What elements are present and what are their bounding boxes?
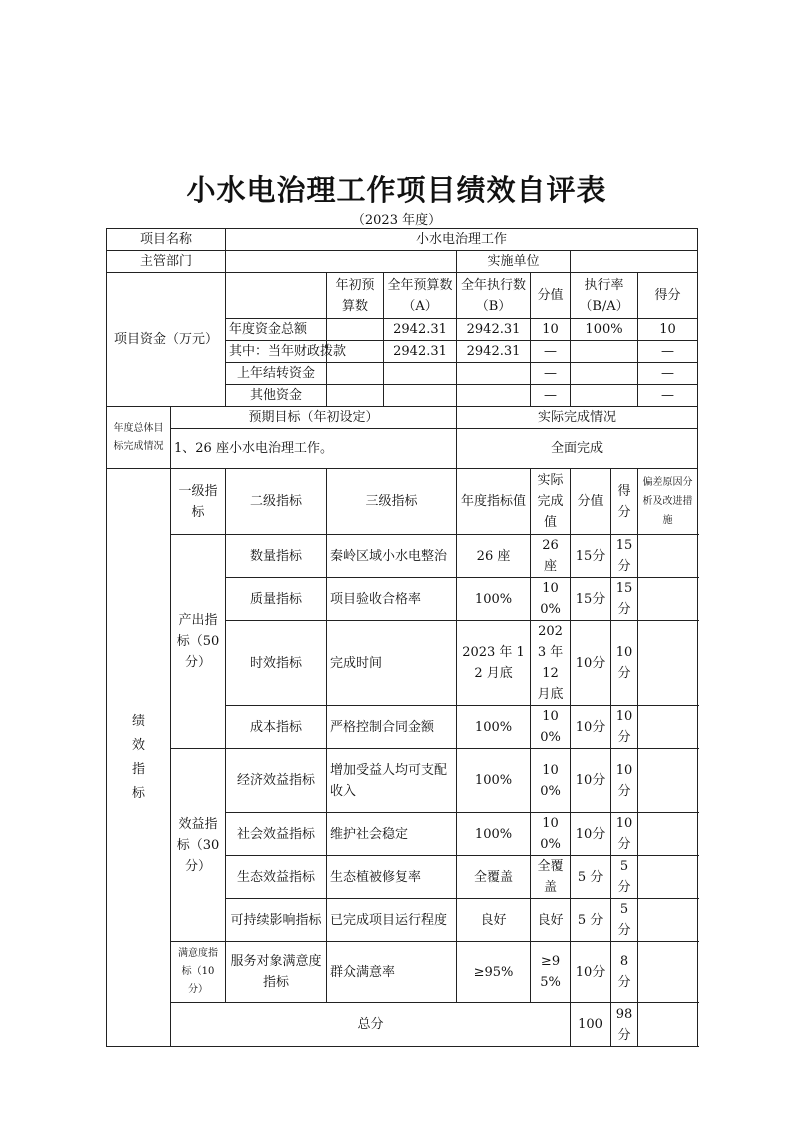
indicator-l3: 已完成项目运行程度 <box>327 899 457 942</box>
indicator-target: 2023 年 12 月底 <box>457 621 531 706</box>
indicator-reason <box>638 621 698 706</box>
indicator-value: 10分 <box>571 813 611 856</box>
indicator-reason <box>638 706 698 749</box>
indicator-l3: 严格控制合同金额 <box>327 706 457 749</box>
indicator-value: 5 分 <box>571 899 611 942</box>
indicator-score: 10分 <box>611 706 638 749</box>
funds-row-initial <box>327 319 384 341</box>
indicator-target: 100% <box>457 749 531 813</box>
indicator-reason <box>638 749 698 813</box>
indicator-score: 15分 <box>611 578 638 621</box>
total-score: 98分 <box>611 1003 638 1047</box>
indicator-target: 良好 <box>457 899 531 942</box>
funds-header-value: 分值 <box>531 273 571 319</box>
funds-row-label: 其中：当年财政拨款 <box>226 341 327 363</box>
indicator-value: 15分 <box>571 535 611 578</box>
funds-header-rate: 执行率（B/A） <box>571 273 638 319</box>
indicator-l2: 数量指标 <box>226 535 327 578</box>
funds-row-budget: 2942.31 <box>384 319 457 341</box>
indicator-target: 100% <box>457 706 531 749</box>
indicator-score: 10分 <box>611 813 638 856</box>
indicator-l3: 完成时间 <box>327 621 457 706</box>
indicator-l2: 质量指标 <box>226 578 327 621</box>
indicator-l3: 群众满意率 <box>327 942 457 1003</box>
indicator-header-value: 分值 <box>571 469 611 535</box>
indicator-reason <box>638 813 698 856</box>
goals-label: 年度总体目标完成情况 <box>107 407 171 469</box>
indicator-header-reason: 偏差原因分析及改进措施 <box>638 469 698 535</box>
goals-expected-header: 预期目标（年初设定） <box>171 407 457 429</box>
unit-label: 实施单位 <box>457 251 571 273</box>
indicator-l3: 维护社会稳定 <box>327 813 457 856</box>
indicator-header-actual: 实际完成值 <box>531 469 571 535</box>
funds-row-label: 上年结转资金 <box>226 363 327 385</box>
funds-header-executed: 全年执行数（B） <box>457 273 531 319</box>
indicator-l2: 服务对象满意度指标 <box>226 942 327 1003</box>
funds-row-budget <box>384 385 457 407</box>
indicator-l3: 增加受益人均可支配收入 <box>327 749 457 813</box>
funds-row-score: — <box>638 385 698 407</box>
indicator-target: ≥95% <box>457 942 531 1003</box>
funds-row-score: 10 <box>638 319 698 341</box>
funds-header-initial: 年初预算数 <box>327 273 384 319</box>
funds-row-budget: 2942.31 <box>384 341 457 363</box>
indicator-l2: 成本指标 <box>226 706 327 749</box>
funds-row-value: — <box>531 363 571 385</box>
funds-header-score: 得分 <box>638 273 698 319</box>
funds-row-executed: 2942.31 <box>457 341 531 363</box>
project-name-label: 项目名称 <box>107 229 226 251</box>
funds-row-rate <box>571 363 638 385</box>
indicator-target: 26 座 <box>457 535 531 578</box>
indicator-l3: 秦岭区域小水电整治 <box>327 535 457 578</box>
funds-row-rate <box>571 341 638 363</box>
evaluation-table <box>106 228 698 1047</box>
indicator-l2: 经济效益指标 <box>226 749 327 813</box>
dept-label: 主管部门 <box>107 251 226 273</box>
dept-value <box>226 251 457 273</box>
indicator-target: 全覆盖 <box>457 856 531 899</box>
funds-row-executed: 2942.31 <box>457 319 531 341</box>
indicator-l2: 社会效益指标 <box>226 813 327 856</box>
funds-row-value: — <box>531 385 571 407</box>
funds-row-value: 10 <box>531 319 571 341</box>
indicator-reason <box>638 535 698 578</box>
indicator-header-l3: 三级指标 <box>327 469 457 535</box>
goals-actual: 全面完成 <box>457 429 698 469</box>
indicator-score: 15分 <box>611 535 638 578</box>
indicator-target: 100% <box>457 813 531 856</box>
funds-row-initial <box>327 385 384 407</box>
indicator-header-l2: 二级指标 <box>226 469 327 535</box>
indicator-value: 5 分 <box>571 856 611 899</box>
funds-row-rate: 100% <box>571 319 638 341</box>
funds-row-executed <box>457 363 531 385</box>
indicator-reason <box>638 942 698 1003</box>
indicator-score: 5 分 <box>611 899 638 942</box>
funds-row-label: 年度资金总额 <box>226 319 327 341</box>
indicator-reason <box>638 899 698 942</box>
indicator-group-benefit: 效益指标（30分） <box>171 749 226 942</box>
funds-row-value: — <box>531 341 571 363</box>
funds-row-label: 其他资金 <box>226 385 327 407</box>
goals-actual-header: 实际完成情况 <box>457 407 698 429</box>
funds-row-rate <box>571 385 638 407</box>
indicator-l2: 生态效益指标 <box>226 856 327 899</box>
goals-expected: 1、26 座小水电治理工作。 <box>171 429 457 469</box>
funds-row-score: — <box>638 341 698 363</box>
indicator-actual: 100% <box>531 749 571 813</box>
indicator-value: 15分 <box>571 578 611 621</box>
indicator-actual: 2023 年 12 月底 <box>531 621 571 706</box>
indicator-score: 10分 <box>611 621 638 706</box>
indicator-header-score: 得分 <box>611 469 638 535</box>
total-reason <box>638 1003 698 1047</box>
page-title: 小水电治理工作项目绩效自评表 <box>186 173 607 207</box>
funds-row-score: — <box>638 363 698 385</box>
indicator-l3: 项目验收合格率 <box>327 578 457 621</box>
indicator-score: 10分 <box>611 749 638 813</box>
indicator-value: 10分 <box>571 749 611 813</box>
funds-header-budget: 全年预算数（A） <box>384 273 457 319</box>
indicator-score: 5 分 <box>611 856 638 899</box>
unit-value <box>571 251 698 273</box>
indicator-actual: 100% <box>531 706 571 749</box>
indicator-value: 10分 <box>571 942 611 1003</box>
page-subtitle: （2023 年度） <box>351 213 442 228</box>
indicators-label: 绩效指标 <box>107 469 171 1047</box>
indicator-actual: 100% <box>531 578 571 621</box>
funds-row-executed <box>457 385 531 407</box>
funds-label: 项目资金（万元） <box>107 273 226 407</box>
indicator-value: 10分 <box>571 706 611 749</box>
total-value: 100 <box>571 1003 611 1047</box>
funds-row-budget <box>384 363 457 385</box>
indicator-l2: 可持续影响指标 <box>226 899 327 942</box>
indicator-group-output: 产出指标（50分） <box>171 535 226 749</box>
indicator-group-satisfaction: 满意度指标（10 分） <box>171 942 226 1003</box>
indicator-actual: 良好 <box>531 899 571 942</box>
indicator-actual: 26 座 <box>531 535 571 578</box>
indicator-actual: ≥95% <box>531 942 571 1003</box>
indicator-target: 100% <box>457 578 531 621</box>
funds-row-initial <box>327 363 384 385</box>
total-label: 总分 <box>171 1003 571 1047</box>
indicator-reason <box>638 578 698 621</box>
indicator-score: 8 分 <box>611 942 638 1003</box>
indicator-actual: 100% <box>531 813 571 856</box>
indicator-header-l1: 一级指标 <box>171 469 226 535</box>
indicator-l3: 生态植被修复率 <box>327 856 457 899</box>
project-name-value: 小水电治理工作 <box>226 229 698 251</box>
indicator-header-target: 年度指标值 <box>457 469 531 535</box>
indicator-reason <box>638 856 698 899</box>
indicator-actual: 全覆盖 <box>531 856 571 899</box>
indicator-l2: 时效指标 <box>226 621 327 706</box>
indicator-value: 10分 <box>571 621 611 706</box>
